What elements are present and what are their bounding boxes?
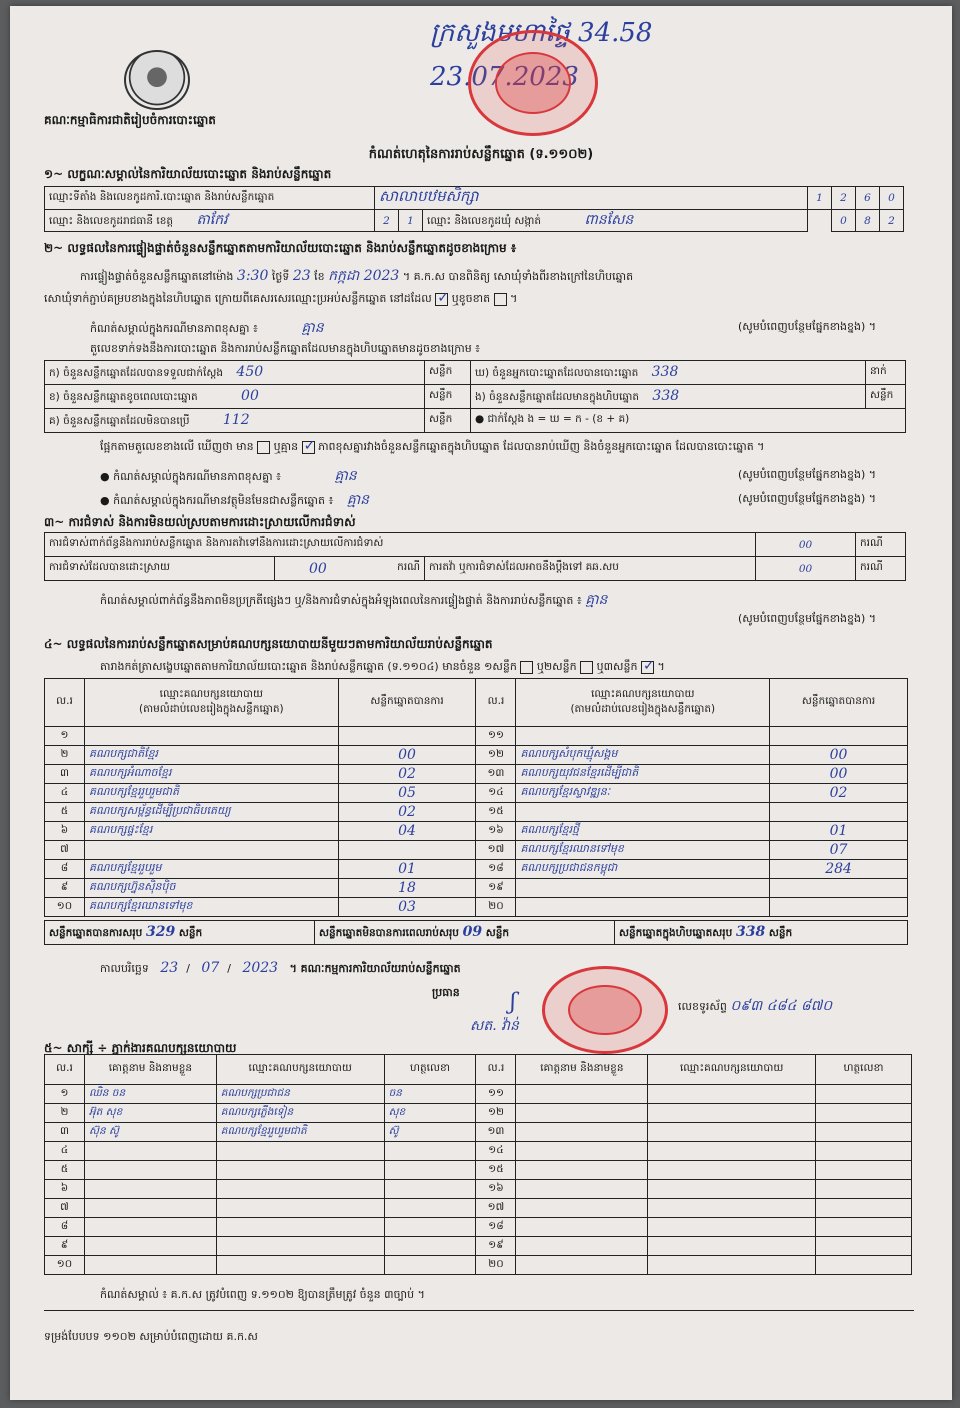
witness-number: ១	[45, 1085, 85, 1104]
witness-row	[45, 1218, 912, 1237]
col-party-header: ឈ្មោះគណបក្សនយោបាយ	[648, 1055, 816, 1085]
witness-number: ១០	[45, 1256, 85, 1275]
party-votes: 01	[770, 822, 908, 841]
handwritten-reference: ក្រសួងមហាផ្ទៃ 34.58	[430, 18, 653, 48]
witness-name	[84, 1180, 216, 1199]
witness-row	[45, 1123, 912, 1142]
witness-party: គណបក្សភ្លើងទៀន	[216, 1104, 384, 1123]
unit-label: នាក់	[866, 361, 906, 385]
witness-signature: ស៊ូ	[384, 1123, 476, 1142]
witness-name	[84, 1161, 216, 1180]
unit-label: សន្លឹក	[425, 409, 471, 433]
party-result-row	[45, 822, 908, 841]
witness-signature	[384, 1237, 476, 1256]
witness-party	[216, 1142, 384, 1161]
figure-e-value: 338	[652, 387, 680, 404]
witness-number: ២០	[476, 1256, 516, 1275]
witness-signature	[384, 1199, 476, 1218]
party-number: ១៦	[476, 822, 516, 841]
party-number: ៥	[45, 803, 85, 822]
witness-signature	[816, 1142, 912, 1161]
chair-name: សត. វ៉ាន់	[470, 1018, 519, 1034]
witness-number: ៨	[45, 1218, 85, 1237]
witness-party	[648, 1161, 816, 1180]
no-difference-checkbox[interactable]	[302, 441, 315, 454]
party-name: គណបក្សខ្មែរស្ទាវឌ្ឍនៈ	[516, 784, 770, 803]
two-sheets-checkbox[interactable]	[580, 661, 593, 674]
verification-line: ការផ្ទៀងផ្ទាត់ចំនួនសន្លឹកឆ្នោតនៅម៉ោង 3:30 ថ្ងៃទី 23 ខែ កក្កដា 2023 ។ គ.ក.ស បានពិនិត្យ សោឃុំទាំងពីរខាងក្រៅនៃហិបឆ្នោត	[80, 268, 634, 284]
party-number: ២០	[476, 898, 516, 917]
witness-number: ២	[45, 1104, 85, 1123]
party-votes: 00	[770, 765, 908, 784]
totals-table	[44, 920, 908, 945]
witness-name: ឈិន ចន	[84, 1085, 216, 1104]
fill-hint: (សូមបំពេញបន្ថែមផ្នែកខាងខ្នង) ។	[738, 468, 877, 481]
one-sheet-checkbox[interactable]	[520, 661, 533, 674]
party-name	[516, 898, 770, 917]
party-votes	[338, 727, 476, 746]
party-number: ៩	[45, 879, 85, 898]
col-name-header: គោត្តនាម និងនាមខ្លួន	[516, 1055, 648, 1085]
party-name	[516, 879, 770, 898]
witness-signature	[816, 1256, 912, 1275]
witness-number: ១១	[476, 1085, 516, 1104]
intact-checkbox[interactable]	[435, 293, 448, 306]
witness-name: អ៊ុត សុខ	[84, 1104, 216, 1123]
witness-name	[84, 1142, 216, 1161]
witness-party	[216, 1218, 384, 1237]
figure-d-row: ឃ) ចំនួនអ្នកបោះឆ្នោតដែលបានបោះឆ្នោត 338	[471, 361, 866, 385]
irregularity-note-line: កំណត់សម្គាល់ពាក់ព័ន្ធនឹងភាពមិនប្រក្រតីផ្សេងៗ ឬ/និងការជំទាស់ក្នុងអំឡុងពេលនៃការផ្ទៀងផ្ទាត់ និងការរាប់សន្លឹកឆ្នោត ៖ គ្មាន	[100, 592, 608, 608]
col-no-header: ល.រ	[476, 1055, 516, 1085]
party-votes: 18	[338, 879, 476, 898]
party-votes	[338, 841, 476, 860]
party-number: ៧	[45, 841, 85, 860]
col-votes-header: សន្លឹកឆ្នោតបានការ	[338, 679, 476, 727]
unit-label: សន្លឹក	[866, 385, 906, 409]
party-votes: 05	[338, 784, 476, 803]
signing-month: 07	[201, 960, 220, 976]
witness-number: ៣	[45, 1123, 85, 1142]
objections-label: ការជំទាស់ពាក់ព័ន្ធនឹងការរាប់សន្លឹកឆ្នោត និងការតវ៉ាទៅនឹងការដោះស្រាយលើការជំទាស់	[45, 533, 756, 557]
witness-name	[84, 1218, 216, 1237]
witness-number: ១៣	[476, 1123, 516, 1142]
party-number: ៨	[45, 860, 85, 879]
party-name: គណបក្សអំណាចខ្មែរ	[84, 765, 338, 784]
code-digit: 6	[856, 187, 880, 210]
figure-c-value: 112	[222, 411, 250, 428]
difference-note-line: ● កំណត់សម្គាល់ក្នុងករណីមានភាពខុសគ្នា ៖ គ្មាន	[100, 468, 357, 484]
province-digit: 2	[375, 210, 399, 232]
witness-party	[216, 1161, 384, 1180]
formula: ● ជាក់ស្តែង ង = ឃ = ក - (ខ + គ)	[471, 409, 906, 433]
witness-signature	[816, 1123, 912, 1142]
case-unit: ករណី	[856, 557, 906, 581]
witness-name	[84, 1256, 216, 1275]
verification-day: 23	[292, 268, 311, 284]
party-results-table	[44, 678, 908, 917]
witness-name	[516, 1142, 648, 1161]
party-name	[84, 727, 338, 746]
col-party-header: ឈ្មោះគណបក្សនយោបាយ	[216, 1055, 384, 1085]
col-no-header: ល.រ	[45, 1055, 85, 1085]
party-name: គណបក្សខ្មែររួបរួមជាតិ	[84, 784, 338, 803]
figure-b-value: 00	[241, 387, 259, 404]
party-votes: 00	[770, 746, 908, 765]
party-votes: 02	[770, 784, 908, 803]
party-name: គណបក្សខ្មែរឈានទៅមុខ	[84, 898, 338, 917]
witness-signature	[816, 1161, 912, 1180]
party-result-row	[45, 860, 908, 879]
party-votes: 04	[338, 822, 476, 841]
ballot-figures-table	[44, 360, 906, 433]
witness-name	[516, 1237, 648, 1256]
signing-day: 23	[160, 960, 179, 976]
party-number: ១៧	[476, 841, 516, 860]
party-name	[516, 727, 770, 746]
province-value: តាកែវ	[196, 212, 228, 228]
witness-number: ៥	[45, 1161, 85, 1180]
valid-total-value: 329	[145, 923, 176, 940]
commission-logo	[124, 50, 190, 110]
col-no-header: ល.រ	[45, 679, 85, 727]
witness-party	[648, 1199, 816, 1218]
unit-label: សន្លឹក	[425, 361, 471, 385]
section5-heading: ៥~ សាក្សី ÷ ភ្នាក់ងារគណបក្សនយោបាយ	[44, 1041, 237, 1055]
party-number: ១១	[476, 727, 516, 746]
seal-line: សោឃុំទាក់ភ្ជាប់គម្របខាងក្នុងនៃហិបឆ្នោត ក្រោយពីគេសរសេរឈ្មោះប្រអប់សន្លឹកឆ្នោត នៅដដែល ✓ ឬខូចខាត ។	[44, 292, 517, 308]
party-number: ១៣	[476, 765, 516, 784]
party-votes: 02	[338, 765, 476, 784]
witness-table	[44, 1054, 912, 1275]
witness-row	[45, 1180, 912, 1199]
witness-name	[516, 1161, 648, 1180]
form-sheet	[10, 6, 952, 1400]
witness-number: ៤	[45, 1142, 85, 1161]
summary-sheet-line: តារាងកត់ត្រាសង្ខេបឆ្នោតតាមការិយាល័យបោះឆ្នោត និងរាប់សន្លឹកឆ្នោត (ទ.១១០៤) មានចំនួន ១សន្លឹក ឬ២សន្លឹក ឬ៣សន្លឹក ✓ ។	[100, 660, 665, 676]
party-result-row	[45, 898, 908, 917]
witness-party	[216, 1256, 384, 1275]
witness-number: ១៨	[476, 1218, 516, 1237]
party-votes: 284	[770, 860, 908, 879]
footer-divider	[44, 1310, 914, 1311]
party-name: គណបក្សខ្មែរថ្មី	[516, 822, 770, 841]
verification-month: កក្កដា 2023	[328, 268, 400, 284]
witness-row	[45, 1142, 912, 1161]
case-unit: ករណី	[856, 533, 906, 557]
figure-a-row: ក) ចំនួនសន្លឹកឆ្នោតដែលបានទទួលជាក់ស្តែង 450	[45, 361, 425, 385]
commune-digit: 0	[832, 210, 856, 232]
witness-party: គណបក្សប្រជាជន	[216, 1085, 384, 1104]
party-name: គណបក្សយុវជនខ្មែរដើម្បីជាតិ	[516, 765, 770, 784]
col-sign-header: ហត្ថលេខា	[816, 1055, 912, 1085]
fill-hint: (សូមបំពេញបន្ថែមផ្នែកខាងខ្នង) ។	[738, 492, 877, 505]
witness-name	[516, 1256, 648, 1275]
witness-party	[216, 1180, 384, 1199]
party-number: ២	[45, 746, 85, 765]
party-name: គណបក្សផ្ទះខ្មែរ	[84, 822, 338, 841]
witness-signature: ចន	[384, 1085, 476, 1104]
party-result-row	[45, 765, 908, 784]
witness-party	[648, 1180, 816, 1199]
col-name-header: គោត្តនាម និងនាមខ្លួន	[84, 1055, 216, 1085]
witness-signature	[816, 1218, 912, 1237]
fill-hint: (សូមបំពេញបន្ថែមផ្នែកខាងខ្នង) ។	[738, 320, 877, 333]
commune-digit: 8	[856, 210, 880, 232]
party-votes: 01	[338, 860, 476, 879]
witness-signature	[384, 1180, 476, 1199]
location-table	[44, 186, 904, 232]
witness-signature	[384, 1161, 476, 1180]
code-digit: 1	[808, 187, 832, 210]
witness-row	[45, 1256, 912, 1275]
phone-value: ០៩៣ ៤៨៤ ៨៧០	[730, 998, 833, 1014]
invalid-total-value: 09	[462, 923, 483, 940]
witness-name	[516, 1085, 648, 1104]
witness-signature: សុខ	[384, 1104, 476, 1123]
party-name: គណបក្សខ្មែររួបរួម	[84, 860, 338, 879]
witness-signature	[816, 1237, 912, 1256]
witness-signature	[816, 1199, 912, 1218]
commune-value: ពានសែន	[584, 212, 634, 228]
location-label: ឈ្មោះទីតាំង និងលេខកូដការិ.បោះឆ្នោត និងរាប់សន្លឹកឆ្នោត	[45, 187, 375, 210]
official-stamp-bottom	[542, 966, 668, 1054]
party-votes: 07	[770, 841, 908, 860]
witness-name: ស៊ុន ស៊ូ	[84, 1123, 216, 1142]
verification-time: 3:30	[236, 268, 269, 284]
witness-row	[45, 1104, 912, 1123]
col-party-header: ឈ្មោះគណបក្សនយោបាយ (តាមលំដាប់លេខរៀងក្នុងសន្លឹកឆ្នោត)	[84, 679, 338, 727]
witness-party	[216, 1237, 384, 1256]
witness-party	[648, 1123, 816, 1142]
figure-b-row: ខ) ចំនួនសន្លឹកឆ្នោតខូចពេលបោះឆ្នោត 00	[45, 385, 425, 409]
party-result-row	[45, 879, 908, 898]
witness-number: ១៦	[476, 1180, 516, 1199]
unit-label: សន្លឹក	[425, 385, 471, 409]
witness-row	[45, 1199, 912, 1218]
witness-number: ៦	[45, 1180, 85, 1199]
party-name: គណបក្សខ្មែរឈានទៅមុខ	[516, 841, 770, 860]
section3-heading: ៣~ ការជំទាស់ និងការមិនយល់ស្របតាមការដោះស្រាយលើការជំទាស់	[44, 515, 356, 529]
appeal-label: ការតវ៉ា ឬការជំទាស់ដែលអាចនឹងប្តឹងទៅ គឆ.សប	[425, 557, 756, 581]
witness-signature	[384, 1256, 476, 1275]
witness-number: ៩	[45, 1237, 85, 1256]
difference-note-value: គ្មាន	[334, 468, 357, 484]
party-number: ១២	[476, 746, 516, 765]
witness-row	[45, 1085, 912, 1104]
witness-row	[45, 1161, 912, 1180]
col-sign-header: ហត្ថលេខា	[384, 1055, 476, 1085]
party-name: គណបក្សប្រជាជនកម្ពុជា	[516, 860, 770, 879]
form-footer: ទម្រង់បែបបទ ១១០២ សម្រាប់បំពេញដោយ គ.ក.ស	[44, 1330, 258, 1343]
witness-number: ១៧	[476, 1199, 516, 1218]
party-number: ៣	[45, 765, 85, 784]
appeal-value: 00	[756, 557, 856, 581]
irregularity-note-value: គ្មាន	[585, 592, 608, 608]
invalid-total-cell: សន្លឹកឆ្នោតមិនបានការពេលរាប់សរុប 09 សន្លឹក	[315, 921, 615, 945]
party-number: ១៥	[476, 803, 516, 822]
box-total-cell: សន្លឹកឆ្នោតក្នុងហិបឆ្នោតសរុប 338 សន្លឹក	[615, 921, 908, 945]
section4-heading: ៤~ លទ្ធផលនៃការរាប់សន្លឹកឆ្នោតសម្រាប់គណបក្សនយោបាយនីមួយៗតាមការិយាល័យរាប់សន្លឹកឆ្នោត	[44, 637, 493, 651]
party-result-row	[45, 803, 908, 822]
witness-party	[648, 1085, 816, 1104]
code-digit: 0	[880, 187, 904, 210]
witness-number: ១២	[476, 1104, 516, 1123]
witness-number: ១៤	[476, 1142, 516, 1161]
party-result-row	[45, 784, 908, 803]
figure-e-row: ង) ចំនួនសន្លឹកឆ្នោតដែលមានក្នុងហិបឆ្នោត 338	[471, 385, 866, 409]
figure-a-value: 450	[236, 363, 264, 380]
footnote: កំណត់សម្គាល់ ៖ គ.ក.ស ត្រូវបំពេញ ទ.១១០២ ឱ្យបានត្រឹមត្រូវ ចំនួន ៣ច្បាប់ ។	[100, 1288, 425, 1301]
party-number: ១៨	[476, 860, 516, 879]
col-no-header: ល.រ	[476, 679, 516, 727]
witness-party	[648, 1218, 816, 1237]
chair-signature: ʃ	[510, 990, 516, 1015]
party-number: ១៤	[476, 784, 516, 803]
damaged-checkbox[interactable]	[494, 293, 507, 306]
has-difference-checkbox[interactable]	[257, 441, 270, 454]
party-votes	[770, 803, 908, 822]
party-votes	[770, 898, 908, 917]
figures-intro: តួលេខទាក់ទងនឹងការបោះឆ្នោត និងការរាប់សន្លឹកឆ្នោតដែលមានក្នុងហិបឆ្នោតមានដូចខាងក្រោម ៖	[90, 342, 481, 355]
fill-hint: (សូមបំពេញបន្ថែមផ្នែកខាងខ្នង) ។	[738, 612, 877, 625]
resolved-cell: 00 ករណី	[275, 557, 425, 581]
figure-d-value: 338	[651, 363, 679, 380]
party-votes: 03	[338, 898, 476, 917]
discrepancy-note-line: កំណត់សម្គាល់ក្នុងករណីមានភាពខុសគ្នា ៖ គ្មាន	[90, 320, 324, 336]
party-votes: 02	[338, 803, 476, 822]
witness-party	[648, 1104, 816, 1123]
party-number: ១៩	[476, 879, 516, 898]
witness-signature	[816, 1180, 912, 1199]
objections-value: 00	[756, 533, 856, 557]
witness-row	[45, 1237, 912, 1256]
chair-label: ប្រធាន	[432, 986, 460, 999]
party-number: ១០	[45, 898, 85, 917]
party-name	[84, 841, 338, 860]
box-total-value: 338	[735, 923, 766, 940]
section2-heading: ២~ លទ្ធផលនៃការផ្ទៀងផ្ទាត់ចំនួនសន្លឹកឆ្នោតតាមការិយាល័យបោះឆ្នោត និងរាប់សន្លឹកឆ្នោតដូចខាងក្រោម ៖	[44, 241, 517, 255]
witness-party	[648, 1237, 816, 1256]
witness-party	[648, 1142, 816, 1161]
location-value: សាលាបឋមសិក្សា	[375, 187, 808, 210]
party-result-row	[45, 727, 908, 746]
party-number: ១	[45, 727, 85, 746]
party-result-row	[45, 746, 908, 765]
figure-c-row: គ) ចំនួនសន្លឹកឆ្នោតដែលមិនបានប្រើ 112	[45, 409, 425, 433]
party-votes: 00	[338, 746, 476, 765]
witness-name	[516, 1104, 648, 1123]
col-votes-header: សន្លឹកឆ្នោតបានការ	[770, 679, 908, 727]
witness-name	[516, 1123, 648, 1142]
phone-line: លេខទូរស័ព្ទ ០៩៣ ៤៨៤ ៨៧០	[678, 998, 833, 1014]
party-name: គណបក្សសំបុកឃ្មុំសង្គម	[516, 746, 770, 765]
objections-table	[44, 532, 906, 581]
resolved-value: 00	[309, 560, 327, 577]
valid-total-cell: សន្លឹកឆ្នោតបានការសរុប 329 សន្លឹក	[45, 921, 315, 945]
party-number: ៦	[45, 822, 85, 841]
party-name: គណបក្សជាតិខ្មែរ	[84, 746, 338, 765]
comparison-line: ផ្អែកតាមតួលេខខាងលើ ឃើញថា មាន ឬគ្មាន ✓ ភាពខុសគ្នារវាងចំនួនសន្លឹកឆ្នោតក្នុងហិបឆ្នោត ដែលបានរាប់ឃើញ និងចំនួនអ្នកបោះឆ្នោត ដែលបានបោះឆ្នោត ។	[100, 440, 764, 456]
witness-party: គណបក្សខ្មែររួបរួមជាតិ	[216, 1123, 384, 1142]
handwritten-date: 23.07.2023	[430, 62, 579, 92]
witness-name	[516, 1199, 648, 1218]
official-stamp-top	[468, 30, 598, 136]
witness-party	[216, 1199, 384, 1218]
witness-name	[516, 1218, 648, 1237]
witness-number: ១៩	[476, 1237, 516, 1256]
party-name	[516, 803, 770, 822]
witness-signature	[816, 1104, 912, 1123]
witness-name	[516, 1180, 648, 1199]
form-title: កំណត់ហេតុនៃការរាប់សន្លឹកឆ្នោត (ទ.១១០២)	[368, 147, 594, 162]
witness-signature	[384, 1142, 476, 1161]
code-digit: 2	[832, 187, 856, 210]
witness-party	[648, 1256, 816, 1275]
witness-name	[84, 1237, 216, 1256]
witness-name	[84, 1199, 216, 1218]
party-votes	[770, 879, 908, 898]
witness-signature	[384, 1218, 476, 1237]
province-digit: 1	[399, 210, 423, 232]
resolved-label: ការជំទាស់ដែលបានដោះស្រាយ	[45, 557, 275, 581]
commune-label: ឈ្មោះ និងលេខកូដឃុំ សង្កាត់ ពានសែន	[423, 210, 808, 232]
signing-date-line: កាលបរិច្ឆេទ 23 / 07 / 2023 ។ គណៈកម្មការការិយាល័យរាប់សន្លឹកឆ្នោត	[100, 960, 461, 976]
object-note-line: ● កំណត់សម្គាល់ក្នុងករណីមានវត្ថុមិនមែនជាសន្លឹកឆ្នោត ៖ គ្មាន	[100, 492, 370, 508]
party-name: គណបក្សសម្ព័ន្ធដើម្បីប្រជាធិបតេយ្យ	[84, 803, 338, 822]
party-result-row	[45, 841, 908, 860]
discrepancy-note-value: គ្មាន	[301, 320, 324, 336]
witness-number: ៧	[45, 1199, 85, 1218]
col-party-header: ឈ្មោះគណបក្សនយោបាយ (តាមលំដាប់លេខរៀងក្នុងសន្លឹកឆ្នោត)	[516, 679, 770, 727]
three-sheets-checkbox[interactable]	[641, 661, 654, 674]
witness-signature	[816, 1085, 912, 1104]
party-votes	[770, 727, 908, 746]
commune-digit: 2	[880, 210, 904, 232]
party-number: ៤	[45, 784, 85, 803]
witness-number: ១៥	[476, 1161, 516, 1180]
party-name: គណបក្សហ្វ៊ុនស៊ិនប៉ិច	[84, 879, 338, 898]
province-label: ឈ្មោះ និងលេខកូដរាជធានី ខេត្ត តាកែវ	[45, 210, 375, 232]
section1-heading: ១~ លក្ខណៈសម្គាល់នៃការិយាល័យបោះឆ្នោត និងរាប់សន្លឹកឆ្នោត	[44, 167, 332, 181]
organization-name: គណៈកម្មាធិការជាតិរៀបចំការបោះឆ្នោត	[44, 113, 216, 127]
object-note-value: គ្មាន	[346, 492, 370, 508]
signing-year: 2023	[242, 960, 279, 976]
